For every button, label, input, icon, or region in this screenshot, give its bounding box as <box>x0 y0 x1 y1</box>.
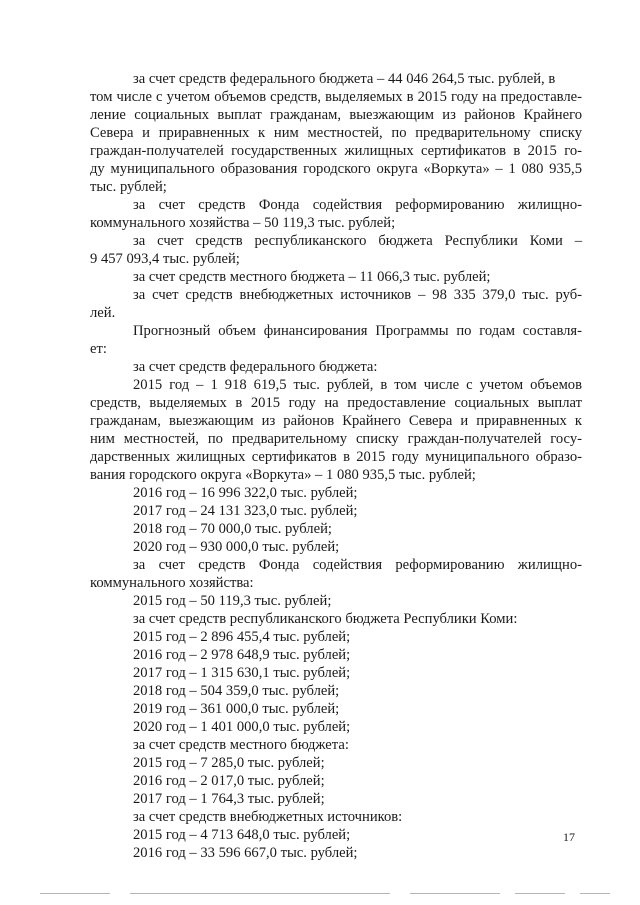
text-line: вания городского округа «Воркута» – 1 080 935,5 тыс. рублей; <box>90 467 476 483</box>
text-line: 2015 год – 4 713 648,0 тыс. рублей; <box>133 827 351 843</box>
text-line: коммунального хозяйства – 50 119,3 тыс. рублей; <box>90 215 396 231</box>
scan-artifact-line <box>580 893 610 894</box>
text-line: тыс. рублей; <box>90 179 167 195</box>
text-line: 2018 год – 70 000,0 тыс. рублей; <box>133 521 332 537</box>
text-line: 2016 год – 2 978 648,9 тыс. рублей; <box>133 647 351 663</box>
text-line: гражданам, выезжающим из районов Крайнего Севера и приравненных к <box>90 413 582 429</box>
text-line: за счет средств Фонда содействия реформированию жилищно- <box>133 557 582 573</box>
text-line: 2017 год – 1 764,3 тыс. рублей; <box>133 791 325 807</box>
text-line: 2017 год – 24 131 323,0 тыс. рублей; <box>133 503 358 519</box>
text-line: за счет средств федерального бюджета: <box>133 359 378 375</box>
text-line: Севера и приравненных к ним местностей, по предварительному списку <box>90 125 582 141</box>
text-line: средств, выделяемых в 2015 году на предоставление социальных выплат <box>90 395 582 411</box>
text-line: ет: <box>90 341 107 357</box>
text-line: ду муниципального образования городского округа «Воркута» – 1 080 935,5 <box>90 161 582 177</box>
text-line: за счет средств внебюджетных источников: <box>133 809 403 825</box>
text-line: ление социальных выплат гражданам, выезжающим из районов Крайнего <box>90 107 582 123</box>
text-line: Прогнозный объем финансирования Программы по годам составля- <box>133 323 582 339</box>
text-line: коммунального хозяйства: <box>90 575 254 591</box>
text-line: 2020 год – 1 401 000,0 тыс. рублей; <box>133 719 351 735</box>
scan-artifact-line <box>130 893 390 894</box>
text-line: 2020 год – 930 000,0 тыс. рублей; <box>133 539 340 555</box>
text-line: за счет средств республиканского бюджета Республики Коми: <box>133 611 518 627</box>
text-line: 2015 год – 1 918 619,5 тыс. рублей, в том числе с учетом объемов <box>133 377 582 393</box>
text-line: 2015 год – 7 285,0 тыс. рублей; <box>133 755 325 771</box>
text-line: 2018 год – 504 359,0 тыс. рублей; <box>133 683 340 699</box>
text-line: дарственных жилищных сертификатов в 2015 году муниципального образо- <box>90 449 582 465</box>
text-line: 2015 год – 2 896 455,4 тыс. рублей; <box>133 629 351 645</box>
text-line: за счет средств Фонда содействия реформированию жилищно- <box>133 197 582 213</box>
text-line: 9 457 093,4 тыс. рублей; <box>90 251 240 267</box>
text-line: за счет средств местного бюджета: <box>133 737 349 753</box>
text-line: 2015 год – 50 119,3 тыс. рублей; <box>133 593 332 609</box>
scan-artifact-line <box>40 893 110 894</box>
text-line: ним местностей, по предварительному списку граждан-получателей госу- <box>90 431 582 447</box>
text-line: граждан-получателей государственных жилищных сертификатов в 2015 го- <box>90 143 582 159</box>
text-line: 2016 год – 33 596 667,0 тыс. рублей; <box>133 845 358 861</box>
text-line: за счет средств местного бюджета – 11 066,3 тыс. рублей; <box>133 269 491 285</box>
text-line: 2017 год – 1 315 630,1 тыс. рублей; <box>133 665 351 681</box>
text-line: за счет средств республиканского бюджета Республики Коми – <box>133 233 582 249</box>
page-number: 17 <box>563 830 575 844</box>
text-line: том числе с учетом объемов средств, выделяемых в 2015 году на предоставле- <box>90 89 582 105</box>
text-line: за счет средств внебюджетных источников – 98 335 379,0 тыс. руб- <box>133 287 582 303</box>
text-line: 2016 год – 2 017,0 тыс. рублей; <box>133 773 325 789</box>
text-line: 2019 год – 361 000,0 тыс. рублей; <box>133 701 340 717</box>
text-line: лей. <box>90 305 116 321</box>
scan-artifact-line <box>410 893 500 894</box>
text-line: 2016 год – 16 996 322,0 тыс. рублей; <box>133 485 358 501</box>
scan-artifact-line <box>515 893 565 894</box>
text-line: за счет средств федерального бюджета – 44 046 264,5 тыс. рублей, в <box>133 71 556 87</box>
